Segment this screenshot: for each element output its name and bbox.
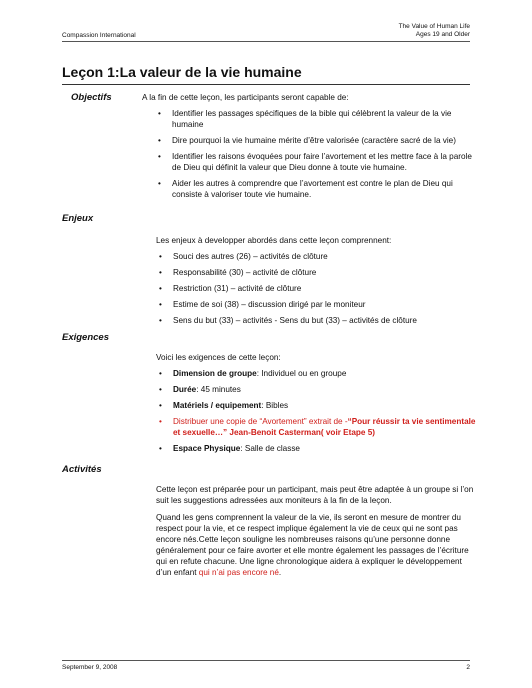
list-item: • Dire pourquoi la vie humaine mérite d’être valorisée (caractère sacré de la vie) [155, 135, 472, 146]
materials-label: Matériels / equipement [173, 401, 262, 410]
list-item [156, 443, 476, 454]
footer-rule [62, 660, 470, 661]
header-ages: Ages 19 and Older [415, 31, 470, 38]
list-item [156, 400, 476, 411]
header-doc-title: The Value of Human Life [398, 23, 470, 30]
exigences-section [156, 352, 476, 459]
activites-paragraph-2 [156, 512, 478, 578]
space-value: : Salle de classe [240, 444, 300, 453]
objectifs-section [142, 92, 472, 205]
handout-source: “Pour réussir ta vie sentimentale et sexuelle…” Jean-Benoit Casterman( voir Etape 5) [173, 417, 476, 437]
title-rule [62, 84, 470, 85]
space-label: Espace Physique [173, 444, 241, 453]
list-item: • Restriction (31) – activité de clôture [156, 283, 476, 294]
list-item [156, 416, 476, 438]
header-rule [62, 41, 470, 42]
list-item: • Aider les autres à comprendre que l’avortement est contre le plan de Dieu qui consiste à valoriser toute vie humaine. [155, 178, 472, 200]
objectifs-list [155, 108, 472, 200]
section-heading-activites: Activités [62, 464, 102, 475]
paragraph-2-end: . [278, 568, 282, 577]
paragraph-2-highlight: qui n’ai pas encore né [198, 568, 279, 577]
header-org: Compassion International [62, 32, 136, 39]
section-heading-exigences: Exigences [62, 332, 109, 343]
list-item: • Sens du but (33) – activités - Sens du but (33) – activités de clôture [156, 315, 476, 326]
footer-date: September 9, 2008 [62, 664, 118, 671]
list-item: • Estime de soi (38) – discussion dirigé par le moniteur [156, 299, 476, 310]
paragraph-2-text: Quand les gens comprennent la valeur de la vie, ils seront en mesure de montrer du respect pour la vie, et ce respect implique également la vie de ceux qui ne sont pas encore nés.Cette leçon souligne les nombreuses raisons qu’une personne donne généralement pour ce faire avorter et elle montre également les passages de l’écriture qui en refute chacune. Une ligne chronologique aidera à expliquer le développement d’un enfant [156, 513, 469, 577]
group-size-value: : Individuel ou en groupe [256, 369, 347, 378]
list-item: • Identifier les passages spécifiques de la bible qui célèbrent la valeur de la vie humaine [155, 108, 472, 130]
lesson-title: Leçon 1:La valeur de la vie humaine [62, 64, 302, 80]
activites-section [156, 484, 478, 584]
section-heading-enjeux: Enjeux [62, 213, 94, 224]
duration-label: Durée [173, 385, 197, 394]
page-number: 2 [466, 664, 470, 671]
list-item [156, 384, 476, 395]
handout-text: Distribuer une copie de “Avortement” extrait de - [173, 417, 348, 426]
exigences-intro: Voici les exigences de cette leçon: [156, 353, 281, 362]
list-item [156, 368, 476, 379]
list-item: • Identifier les raisons évoquées pour faire l’avortement et les mettre face à la parole de Dieu qui définit la valeur que Dieu donne à toute vie humaine. [155, 151, 472, 173]
list-item: • Souci des autres (26) – activités de clôture [156, 251, 476, 262]
materials-value: : Bibles [261, 401, 289, 410]
enjeux-list [156, 251, 476, 326]
exigences-list [156, 368, 476, 454]
activites-paragraph-1: Cette leçon est préparée pour un participant, mais peut être adaptée à un groupe si l’on suit les suggestions adressées aux moniteurs à la fin de la leçon. [156, 485, 474, 505]
enjeux-intro: Les enjeux à developper abordés dans cette leçon comprennent: [156, 236, 392, 245]
group-size-label: Dimension de groupe [173, 369, 257, 378]
objectifs-intro: A la fin de cette leçon, les participants seront capable de: [142, 93, 349, 102]
header-doc-info [399, 23, 470, 39]
section-heading-objectifs: Objectifs [71, 92, 112, 103]
list-item: • Responsabilité (30) – activité de clôture [156, 267, 476, 278]
duration-value: : 45 minutes [196, 385, 241, 394]
enjeux-section [156, 235, 476, 331]
